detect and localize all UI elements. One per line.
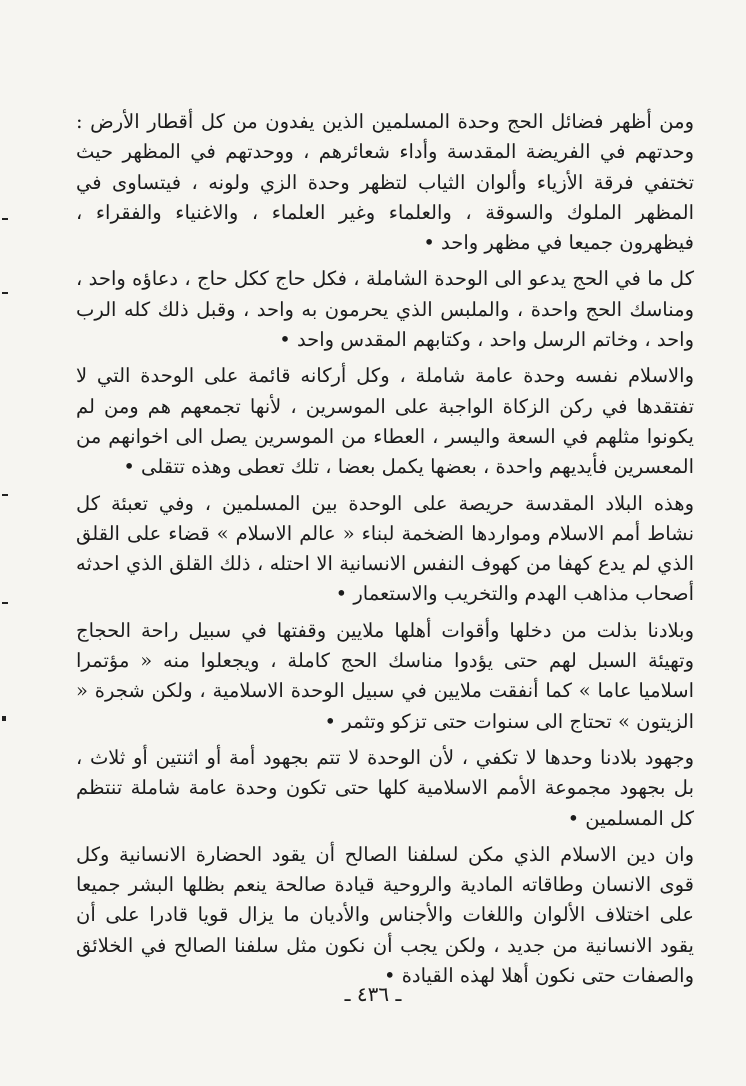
paragraph-2: كل ما في الحج يدعو الى الوحدة الشاملة ، فكل حاج ككل حاج ، دعاؤه واحد ، ومناسك الحج واحدة ، والملبس الذي يحرمون به واحد ، وقبل ذلك كله الرب واحد ، وخاتم الرسل واحد ، وكتابهم المقدس واحد • xyxy=(76,267,694,352)
paragraph-1: ومن أظهر فضائل الحج وحدة المسلمين الذين يفدون من كل أقطار الأرض : وحدتهم في الفريضة المقدسة وأداء شعائرهم ، ووحدتهم في المظهر حيث تختفي فرقة الأزياء وألوان الثياب لتظهر وحدة الزي ولونه ، فيتساوى في المظهر الملوك والسوقة ، والعلماء وغير العلماء ، والاغنياء والفقراء ، فيظهرون جميعا في مظهر واحد • xyxy=(76,110,694,255)
scan-edge-mark xyxy=(2,602,8,604)
paragraph-6: وجهود بلادنا وحدها لا تكفي ، لأن الوحدة لا تتم بجهود أمة أو اثنتين أو ثلاث ، بل بجهود مجموعة الأمم الاسلامية كلها حتى تكون وحدة عامة شاملة تنتظم كل المسلمين • xyxy=(76,745,694,830)
scan-edge-mark xyxy=(2,494,8,496)
page-body xyxy=(76,107,694,991)
paragraph-7: وان دين الاسلام الذي مكن لسلفنا الصالح أن يقود الحضارة الانسانية وكل قوى الانسان وطاقاته المادية والروحية قيادة صالحة ينعم بظلها البشر جميعا على اختلاف الألوان واللغات والأجناس والأديان ما يزال قويا قادرا على أن يقود الانسانية من جديد ، ولكن يجب أن نكون مثل سلفنا الصالح في الخلائق والصفات حتى نكون أهلا لهذه القيادة • xyxy=(76,842,694,988)
paragraph-5: وبلادنا بذلت من دخلها وأقوات أهلها ملايين وقفتها في سبيل راحة الحجاج وتهيئة السبل لهم حتى يؤدوا مناسك الحج كاملة ، ويجعلوا منه « مؤتمرا اسلاميا عاما » كما أنفقت ملايين في سبيل الوحدة الاسلامية ، ولكن شجرة « الزيتون » تحتاج الى سنوات حتى تزكو وتثمر • xyxy=(76,618,694,733)
scan-edge-mark xyxy=(2,292,8,294)
page-number: ـ ٤٣٦ ـ xyxy=(344,982,402,1006)
paragraph-4: وهذه البلاد المقدسة حريصة على الوحدة بين المسلمين ، وفي تعبئة كل نشاط أمم الاسلام ومواردها الضخمة لبناء « عالم الاسلام » قضاء على القلق الذي لم يدع كهفا من كهوف النفس الانسانية الا احتله ، ذلك القلق الذي احدثه أصحاب مذاهب الهدم والتخريب والاستعمار • xyxy=(76,491,694,606)
scan-edge-mark xyxy=(2,716,6,721)
scan-edge-mark xyxy=(2,218,8,220)
paragraph-3: والاسلام نفسه وحدة عامة شاملة ، وكل أركانه قائمة على الوحدة التي لا تفتقدها في ركن الزكاة الواجبة على الموسرين ، لأنها تجمعهم هم ومن لم يكونوا مثلهم في السعة واليسر ، العطاء من الموسرين يصل الى اخوانهم من المعسرين فأيديهم واحدة ، بعضها يكمل بعضا ، تلك تعطى وهذه تتقلى • xyxy=(76,364,694,479)
